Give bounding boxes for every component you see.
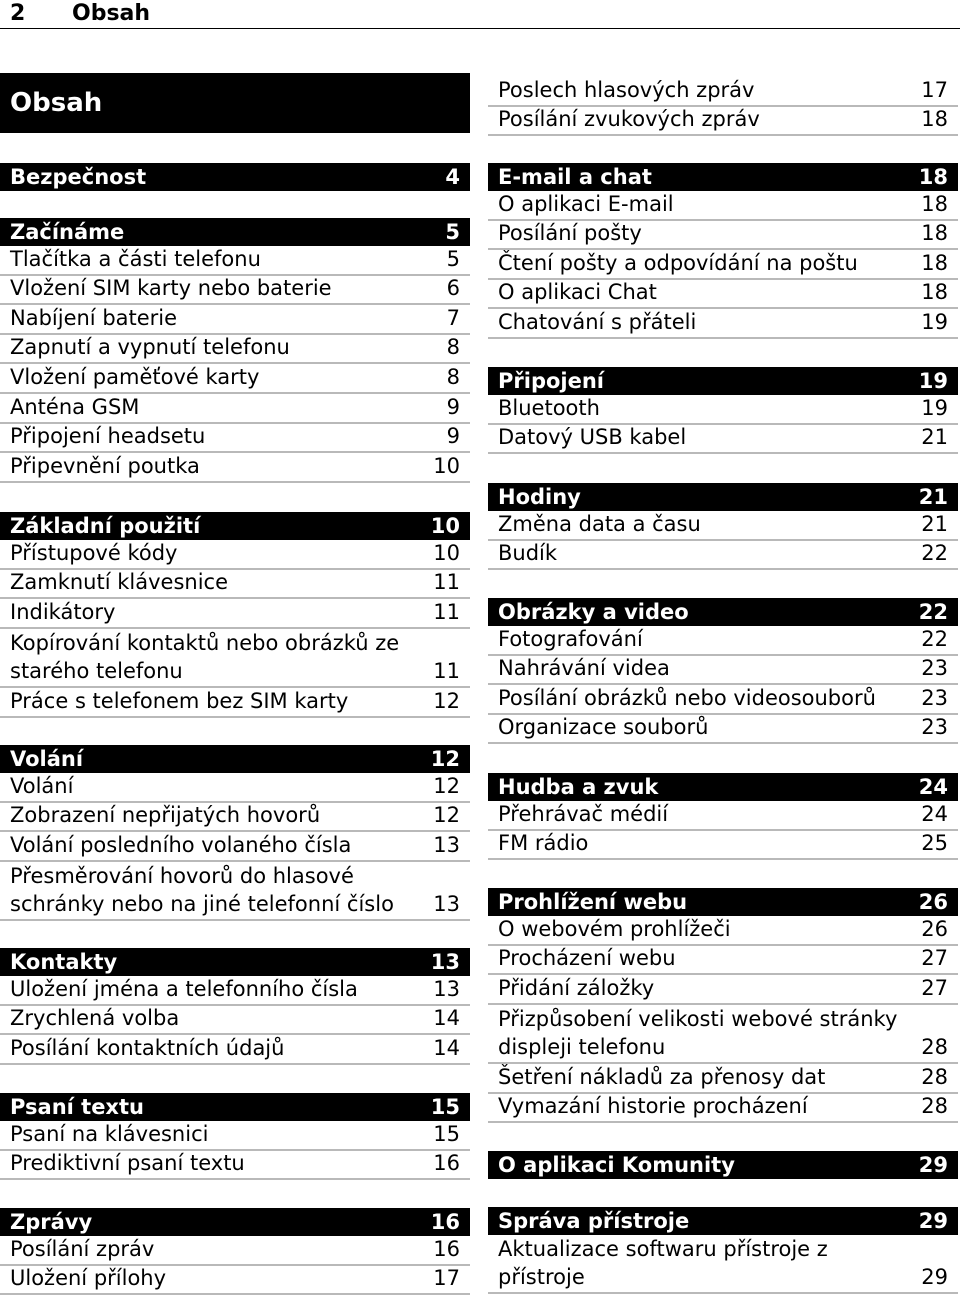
toc-entry[interactable] — [488, 916, 958, 946]
entry-page: 13 — [433, 976, 460, 1001]
section-heading[interactable] — [0, 1208, 470, 1236]
section-page: 22 — [918, 600, 948, 624]
entry-title: Vymazání historie procházení — [498, 1094, 808, 1119]
entry-page: 14 — [433, 1035, 460, 1060]
toc-entry[interactable] — [0, 276, 470, 306]
entry-title: Datový USB kabel — [498, 425, 687, 450]
entry-title: Přesměrování hovorů do hlasové schránky nebo na jiné telefonní číslo — [10, 863, 394, 916]
entry-page: 18 — [921, 250, 948, 275]
section-title: Hudba a zvuk — [498, 775, 659, 799]
entry-title: Zobrazení nepřijatých hovorů — [10, 803, 321, 828]
entry-page: 12 — [433, 773, 460, 798]
entry-title: Přístupové kódy — [10, 540, 178, 565]
entry-title: Změna data a času — [498, 511, 701, 536]
entry-page: 9 — [446, 424, 460, 449]
entry-page: 16 — [433, 1151, 460, 1176]
toc-entry[interactable] — [0, 394, 470, 424]
entry-title: Volání posledního volaného čísla — [10, 832, 352, 857]
entry-title: Uložení přílohy — [10, 1266, 167, 1291]
section-heading[interactable] — [0, 163, 470, 191]
toc-entry[interactable] — [0, 803, 470, 833]
entry-page: 19 — [921, 309, 948, 334]
toc-entry[interactable] — [0, 862, 470, 921]
section-title: Obrázky a video — [498, 600, 689, 624]
section-heading[interactable] — [488, 163, 958, 191]
toc-entry[interactable] — [0, 364, 470, 394]
entry-page: 18 — [921, 191, 948, 216]
toc-entry[interactable] — [0, 976, 470, 1006]
entry-title: Kopírování kontaktů nebo obrázků ze starého telefonu — [10, 630, 400, 683]
section-page: 18 — [918, 165, 948, 189]
entry-page: 11 — [433, 599, 460, 624]
toc-entry[interactable] — [488, 626, 958, 656]
toc-section-pripojeni — [488, 367, 958, 454]
toc-entry[interactable] — [488, 309, 958, 339]
entry-title: Přidání záložky — [498, 975, 655, 1000]
entry-page: 21 — [921, 511, 948, 536]
entry-page: 29 — [921, 1265, 948, 1290]
section-heading[interactable] — [0, 745, 470, 773]
toc-entry[interactable] — [0, 773, 470, 803]
entry-page: 6 — [446, 276, 460, 301]
section-page: 19 — [918, 369, 948, 393]
toc-section-bezpecnost — [0, 163, 470, 191]
entry-title: Indikátory — [10, 599, 116, 624]
entry-page: 11 — [433, 658, 460, 683]
section-title: Kontakty — [10, 950, 118, 974]
entry-title: Posílání obrázků nebo videosouborů — [498, 685, 876, 710]
entry-title: Aktualizace softwaru přístroje z přístroje — [498, 1237, 828, 1290]
toc-entry[interactable] — [0, 1266, 470, 1296]
entry-title: Psaní na klávesnici — [10, 1121, 209, 1146]
entry-page: 27 — [921, 975, 948, 1000]
section-title: Základní použití — [10, 514, 201, 538]
entry-page: 10 — [433, 453, 460, 478]
toc-entry[interactable] — [488, 656, 958, 686]
section-title: Bezpečnost — [10, 165, 147, 189]
toc-entry[interactable] — [0, 453, 470, 483]
entry-title: Připojení headsetu — [10, 424, 206, 449]
toc-entry[interactable] — [0, 540, 470, 570]
section-heading[interactable] — [0, 512, 470, 540]
toc-entry[interactable] — [0, 1121, 470, 1151]
toc-section-hudba — [488, 773, 958, 860]
entry-title: FM rádio — [498, 831, 589, 856]
section-page: 16 — [430, 1210, 460, 1234]
entry-title: Práce s telefonem bez SIM karty — [10, 688, 349, 713]
toc-entry[interactable] — [0, 1035, 470, 1065]
toc-entry[interactable] — [0, 1006, 470, 1036]
toc-entry[interactable] — [488, 1094, 958, 1124]
entry-title: O aplikaci Chat — [498, 280, 657, 305]
entry-page: 9 — [446, 394, 460, 419]
entry-title: Nabíjení baterie — [10, 305, 178, 330]
section-page: 24 — [918, 775, 948, 799]
toc-section-zaciname — [0, 218, 470, 483]
page-number: 2 — [10, 1, 26, 26]
toc-entry[interactable] — [0, 832, 470, 862]
toc-entry[interactable] — [488, 77, 958, 107]
entry-title: Procházení webu — [498, 946, 676, 971]
entry-title: Nahrávání videa — [498, 656, 670, 681]
entry-title: O aplikaci E-mail — [498, 191, 674, 216]
entry-title: Posílání zpráv — [10, 1236, 155, 1261]
section-heading[interactable] — [0, 1093, 470, 1121]
entry-title: O webovém prohlížeči — [498, 916, 731, 941]
toc-section-komunity — [488, 1151, 958, 1179]
toc-entry[interactable] — [488, 1235, 958, 1294]
entry-page: 27 — [921, 946, 948, 971]
entry-page: 17 — [433, 1266, 460, 1291]
entry-title: Tlačítka a části telefonu — [10, 246, 261, 271]
entry-page: 28 — [921, 1034, 948, 1059]
entry-page: 11 — [433, 570, 460, 595]
toc-entry[interactable] — [488, 831, 958, 861]
entry-page: 17 — [921, 77, 948, 102]
entry-title: Chatování s přáteli — [498, 309, 697, 334]
entry-title: Posílání kontaktních údajů — [10, 1035, 285, 1060]
entry-page: 14 — [433, 1006, 460, 1031]
section-title: O aplikaci Komunity — [498, 1153, 735, 1177]
entry-page: 15 — [433, 1121, 460, 1146]
section-heading[interactable] — [488, 598, 958, 626]
toc-entry[interactable] — [488, 425, 958, 455]
entry-page: 28 — [921, 1064, 948, 1089]
entry-page: 12 — [433, 688, 460, 713]
entry-title: Čtení pošty a odpovídání na poštu — [498, 250, 858, 275]
toc-entry[interactable] — [488, 801, 958, 831]
entry-page: 26 — [921, 916, 948, 941]
section-title: Prohlížení webu — [498, 890, 688, 914]
entry-page: 22 — [921, 626, 948, 651]
entry-title: Bluetooth — [498, 395, 600, 420]
toc-section-zakladni — [0, 512, 470, 718]
toc-entry[interactable] — [0, 570, 470, 600]
entry-page: 28 — [921, 1094, 948, 1119]
section-title: Připojení — [498, 369, 604, 393]
toc-entry[interactable] — [0, 246, 470, 276]
entry-page: 13 — [433, 832, 460, 857]
entry-title: Přizpůsobení velikosti webové stránky displeji telefonu — [498, 1006, 898, 1059]
section-title: Psaní textu — [10, 1095, 144, 1119]
toc-section-zpravy — [0, 1208, 470, 1295]
section-page: 5 — [445, 220, 460, 244]
toc-banner: Obsah — [0, 73, 470, 133]
section-page: 4 — [445, 165, 460, 189]
toc-section-volani — [0, 745, 470, 921]
entry-title: Anténa GSM — [10, 394, 140, 419]
toc-section-zpravy-cont — [488, 77, 958, 136]
toc-section-obrazky — [488, 598, 958, 744]
section-title: E-mail a chat — [498, 165, 652, 189]
entry-title: Posílání pošty — [498, 221, 642, 246]
section-page: 12 — [430, 747, 460, 771]
toc-entry[interactable] — [0, 1151, 470, 1181]
entry-page: 23 — [921, 685, 948, 710]
entry-title: Zrychlená volba — [10, 1006, 180, 1031]
toc-entry[interactable] — [488, 541, 958, 571]
entry-page: 23 — [921, 715, 948, 740]
section-heading[interactable] — [0, 218, 470, 246]
section-heading[interactable] — [488, 483, 958, 511]
entry-title: Prediktivní psaní textu — [10, 1151, 245, 1176]
toc-section-web — [488, 888, 958, 1123]
entry-title: Vložení SIM karty nebo baterie — [10, 276, 332, 301]
entry-title: Zamknutí klávesnice — [10, 570, 228, 595]
toc-section-sprava — [488, 1207, 958, 1294]
entry-title: Uložení jména a telefonního čísla — [10, 976, 358, 1001]
section-page: 10 — [430, 514, 460, 538]
section-title: Správa přístroje — [498, 1209, 690, 1233]
toc-entry[interactable] — [0, 305, 470, 335]
entry-page: 8 — [446, 364, 460, 389]
toc-entry[interactable] — [0, 335, 470, 365]
section-heading[interactable] — [488, 773, 958, 801]
entry-page: 13 — [433, 891, 460, 916]
section-page: 29 — [918, 1153, 948, 1177]
entry-title: Budík — [498, 541, 558, 566]
section-heading[interactable] — [488, 1207, 958, 1235]
toc-entry[interactable] — [488, 191, 958, 221]
toc-entry[interactable] — [488, 685, 958, 715]
entry-page: 5 — [446, 246, 460, 271]
section-page: 15 — [430, 1095, 460, 1119]
entry-title: Fotografování — [498, 626, 643, 651]
entry-page: 18 — [921, 280, 948, 305]
entry-page: 25 — [921, 831, 948, 856]
entry-page: 18 — [921, 107, 948, 132]
entry-page: 16 — [433, 1236, 460, 1261]
toc-entry[interactable] — [488, 221, 958, 251]
entry-page: 23 — [921, 656, 948, 681]
toc-entry[interactable] — [0, 629, 470, 688]
toc-section-psani — [0, 1093, 470, 1180]
toc-entry[interactable] — [488, 511, 958, 541]
entry-page: 10 — [433, 540, 460, 565]
toc-entry[interactable] — [0, 688, 470, 718]
section-heading[interactable] — [488, 1151, 958, 1179]
entry-page: 24 — [921, 801, 948, 826]
toc-entry[interactable] — [488, 250, 958, 280]
toc-entry[interactable] — [488, 280, 958, 310]
toc-section-email — [488, 163, 958, 339]
toc-entry[interactable] — [0, 599, 470, 629]
running-title: Obsah — [72, 1, 151, 26]
entry-page: 22 — [921, 541, 948, 566]
entry-page: 8 — [446, 335, 460, 360]
toc-section-hodiny — [488, 483, 958, 570]
section-page: 29 — [918, 1209, 948, 1233]
entry-title: Volání — [10, 773, 74, 798]
entry-title: Organizace souborů — [498, 715, 709, 740]
toc-entry[interactable] — [488, 1064, 958, 1094]
entry-title: Šetření nákladů za přenosy dat — [498, 1064, 826, 1089]
section-title: Hodiny — [498, 485, 581, 509]
page-header — [0, 0, 960, 30]
entry-page: 7 — [446, 305, 460, 330]
toc-entry[interactable] — [488, 715, 958, 745]
header-rule — [0, 28, 960, 29]
entry-title: Přehrávač médií — [498, 801, 669, 826]
entry-title: Poslech hlasových zpráv — [498, 77, 755, 102]
toc-entry[interactable] — [488, 1005, 958, 1064]
section-title: Začínáme — [10, 220, 125, 244]
entry-title: Zapnutí a vypnutí telefonu — [10, 335, 290, 360]
section-page: 13 — [430, 950, 460, 974]
entry-title: Posílání zvukových zpráv — [498, 107, 760, 132]
toc-entry[interactable] — [488, 395, 958, 425]
entry-page: 12 — [433, 803, 460, 828]
section-title: Volání — [10, 747, 84, 771]
section-heading[interactable] — [488, 367, 958, 395]
entry-title: Připevnění poutka — [10, 453, 200, 478]
entry-title: Vložení paměťové karty — [10, 364, 260, 389]
toc-entry[interactable] — [488, 975, 958, 1005]
toc-section-kontakty — [0, 948, 470, 1065]
section-heading[interactable] — [488, 888, 958, 916]
section-page: 21 — [918, 485, 948, 509]
section-heading[interactable] — [0, 948, 470, 976]
entry-page: 21 — [921, 425, 948, 450]
entry-page: 18 — [921, 221, 948, 246]
toc-entry[interactable] — [0, 1236, 470, 1266]
toc-entry[interactable] — [488, 107, 958, 137]
section-title: Zprávy — [10, 1210, 93, 1234]
toc-entry[interactable] — [0, 424, 470, 454]
entry-page: 19 — [921, 395, 948, 420]
toc-entry[interactable] — [488, 946, 958, 976]
section-page: 26 — [918, 890, 948, 914]
